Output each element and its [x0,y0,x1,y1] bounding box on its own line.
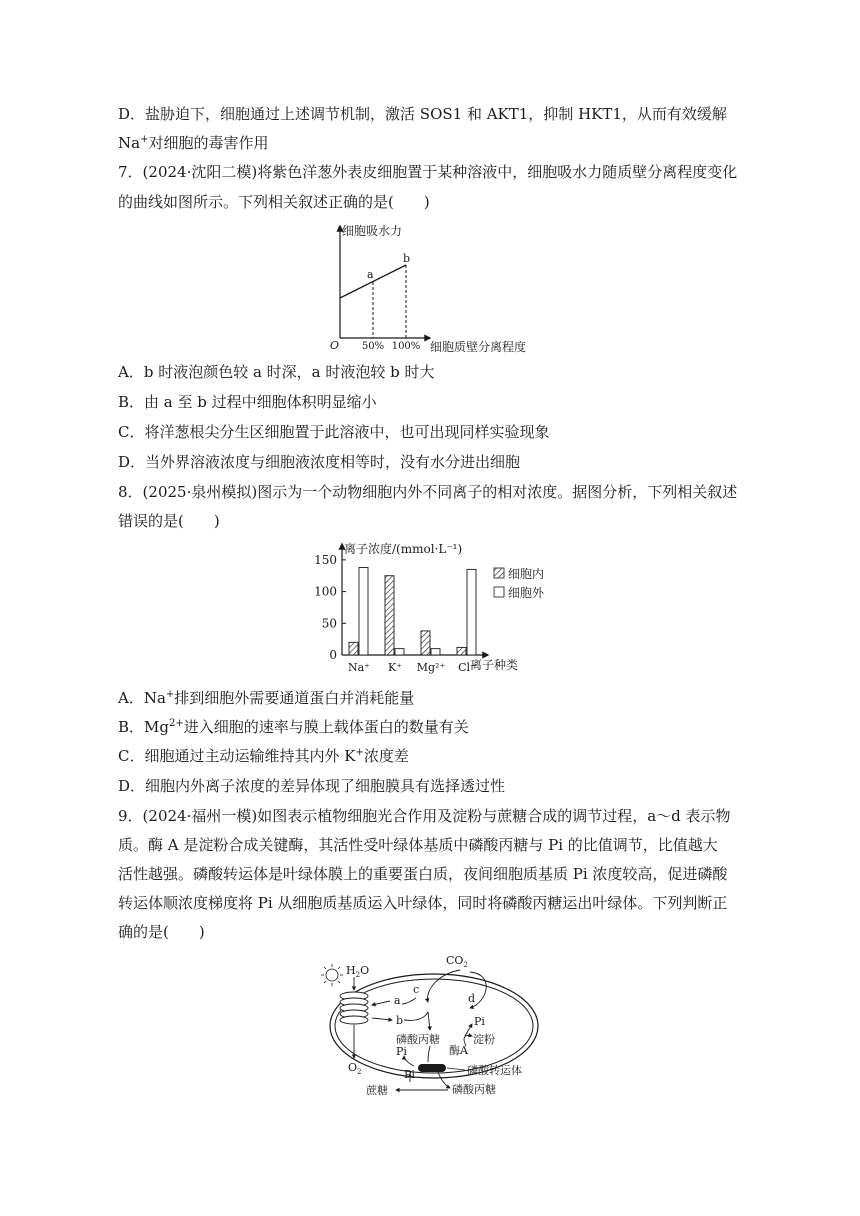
q7-option-a: A．b 时液泡颜色较 a 时深，a 时液泡较 b 时大 [118,363,435,381]
bar-outside-1 [395,649,404,655]
q7-x-label: 细胞质壁分离程度 [430,340,527,354]
q8-legend [494,566,545,600]
q8-option-c-sup: + [355,747,364,758]
label-starch: 淀粉 [473,1033,495,1046]
q8-option-a-pre: A．Na [118,689,166,707]
y-tick-label: 100 [314,584,337,599]
q7-tick-100: 100% [391,341,421,352]
bar-outside-3 [467,569,476,655]
q8-x-label: 离子种类 [470,658,519,672]
q8-option-b-sup: 2+ [168,718,184,729]
q8-stem-line2: 错误的是( ) [118,512,220,530]
label-pi-bottom: Pi [404,1068,415,1081]
label-triose-inner: 磷酸丙糖 [396,1033,440,1046]
arrow-b [372,1018,392,1020]
y-tick-label: 50 [321,616,337,631]
arrow-a [372,1001,390,1005]
q7-stem-line2: 的曲线如图所示。下列相关叙述正确的是( ) [118,193,430,211]
q7-y-label: 细胞吸水力 [342,224,403,238]
q9-stem-line3: 活性越强。磷酸转运体是叶绿体膜上的重要蛋白质，夜间细胞质基质 Pi 浓度较高，促进磷酸 [118,865,728,883]
triose-export-arrow [428,1046,430,1062]
label-triose-outer: 磷酸丙糖 [452,1083,496,1096]
bar-inside-1 [385,576,394,655]
q8-option-d: D．细胞内外离子浓度的差异体现了细胞膜具有选择透过性 [118,777,506,795]
q8-y-label: 离子浓度/(mmol·L⁻¹) [344,542,463,556]
q6-option-d-rest: 对细胞的毒害作用 [148,134,269,152]
label-pi-left: Pi [396,1045,407,1058]
q8-option-a-post: 排到细胞外需要通道蛋白并消耗能量 [174,689,415,707]
sun-icon [321,964,343,986]
category-label: Cl⁻ [458,661,476,674]
label-transporter: 磷酸转运体 [467,1064,522,1077]
label-d: d [468,992,476,1005]
bar-inside-0 [349,642,358,655]
q6-option-d-line1: D．盐胁迫下，细胞通过上述调节机制，激活 SOS1 和 AKT1，抑制 HKT1，从而有效缓解 [118,105,727,123]
q7-tick-50: 50% [361,341,385,352]
y-tick-label: 150 [314,552,337,567]
q9-diagram [310,950,560,1102]
ion-charge: + [140,134,149,145]
transporter-pointer [447,1068,465,1070]
q7-figure [300,220,550,360]
ion-na: Na [118,134,141,152]
q9-stem-line4: 转运体顺浓度梯度将 Pi 从细胞质基质运入叶绿体，同时将磷酸丙糖运出叶绿体。下列判断正 [118,894,728,912]
q7-point-b: b [403,252,411,265]
label-sucrose: 蔗糖 [366,1084,388,1097]
category-label: Na⁺ [348,661,370,674]
q8-option-b-pre: B．Mg [118,718,169,736]
label-b: b [396,1014,404,1027]
triose-out-arrow [438,1072,450,1088]
q6-option-d-line2 [118,133,748,153]
legend-label-inside: 细胞内 [508,567,545,581]
y-tick-label: 0 [329,648,337,662]
q7-option-d: D．当外界溶液浓度与细胞液浓度相等时，没有水分进出细胞 [118,453,521,471]
phosphate-transporter-icon [418,1064,446,1072]
thylakoid-grana-icon [340,992,368,1024]
q8-option-a-sup: + [165,689,175,700]
bar-outside-0 [359,567,368,655]
bar-outside-2 [431,649,440,655]
o2-label: $O_2$ [348,1061,362,1076]
c-to-a-arrow [402,998,416,1004]
q8-option-b [118,717,469,737]
q8-bar-chart [300,538,620,678]
bar-inside-3 [457,647,466,655]
q7-option-b: B．由 a 至 b 过程中细胞体积明显缩小 [118,393,377,411]
pi-release-arrow [465,1024,472,1036]
b-to-c-arrow [404,1012,428,1020]
to-triose-arrow [428,1012,430,1030]
q8-option-c-pre: C．细胞通过主动运输维持其内外 K [118,747,356,765]
q8-option-a [118,688,414,708]
bar-inside-2 [421,631,430,655]
q9-stem-line2: 质。酶 A 是淀粉合成关键酶，其活性受叶绿体基质中磷酸丙糖与 Pi 的比值调节，比值越大 [118,836,718,854]
co2-label: $CO_2$ [446,954,468,969]
q9-stem-line5: 确的是( ) [118,923,205,941]
legend-label-outside: 细胞外 [508,586,545,600]
q7-point-a: a [367,268,374,281]
q8-option-b-post: 进入细胞的速率与膜上载体蛋白的数量有关 [183,718,469,736]
q7-option-c: C．将洋葱根尖分生区细胞置于此溶液中，也可出现同样实验现象 [118,423,550,441]
label-enzyme-a: 酶A [449,1044,468,1057]
q7-stem-line1: 7．(2024·沈阳二模)将紫色洋葱外表皮细胞置于某种溶液中，细胞吸水力随质壁分离程度变化 [118,163,738,181]
q8-option-c [118,746,409,766]
category-label: Mg²⁺ [416,661,446,674]
label-c: c [413,983,420,996]
q7-origin: O [330,339,340,352]
chloroplast-outer-membrane [330,974,538,1078]
category-label: K⁺ [387,661,403,674]
q8-stem-line1: 8．(2025·泉州模拟)图示为一个动物细胞内外不同离子的相对浓度。据图分析，下列相关叙述 [118,483,738,501]
legend-swatch-outside [494,587,504,597]
h2o-label: $H_2O$ [346,964,370,979]
legend-swatch-inside [494,568,504,578]
label-pi-top: Pi [474,1015,485,1028]
q8-option-c-post: 浓度差 [363,747,409,765]
q9-stem-line1: 9．(2024·福州一模)如图表示植物细胞光合作用及淀粉与蔗糖合成的调节过程，a～d 表示物 [118,807,731,825]
label-a: a [394,994,401,1007]
